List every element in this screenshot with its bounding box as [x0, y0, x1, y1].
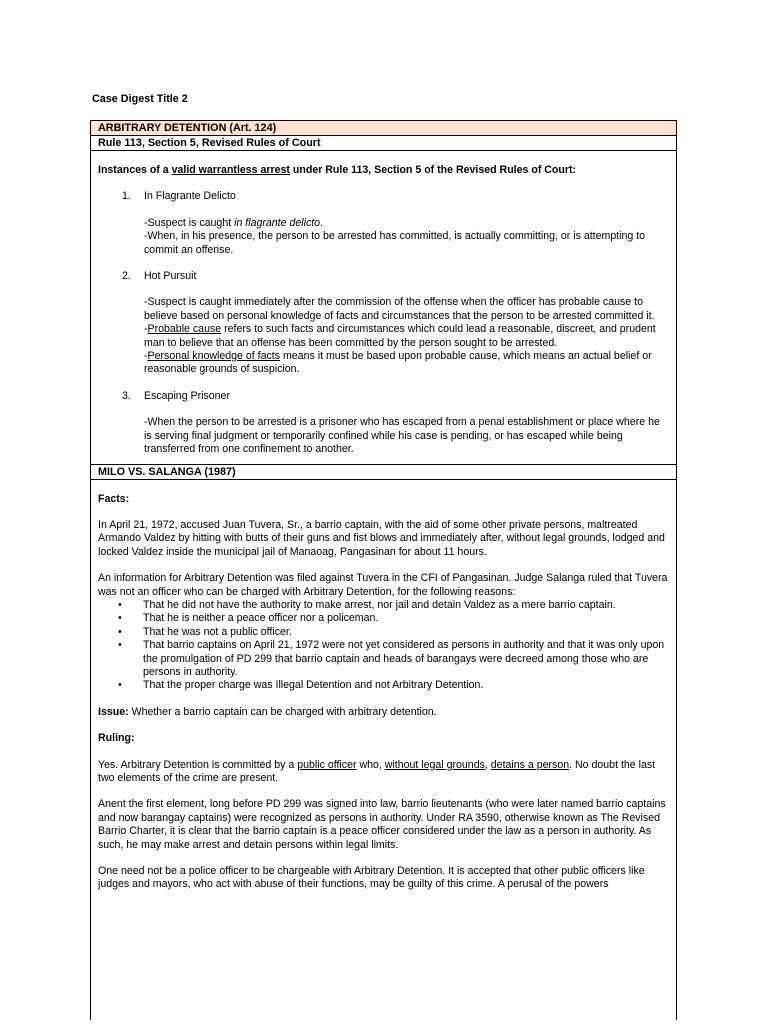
facts-paragraph: An information for Arbitrary Detention was filed against Tuvera in the CFI of Pangasinan. Judge Salanga ruled that Tuvera was not an officer who can be charged with Arbitrary Detention, for the following reasons:	[98, 572, 668, 598]
list-item: • That barrio captains on April 21, 1972 were not yet considered as persons in authority and that it was only upon the promulgation of PD 299 that barrio captain and heads of barangays were decreed among those who are persons in authority.	[118, 639, 665, 678]
list-item: • That the proper charge was Illegal Detention and not Arbitrary Detention.	[118, 679, 484, 692]
underlined-term: detains a person	[490, 758, 570, 771]
section-header-milo-vs-salanga: MILO VS. SALANGA (1987)	[91, 465, 676, 480]
item-paragraph: -Personal knowledge of facts means it must be based upon probable cause, which means an actual belief or reasonable grounds of suspicion.	[144, 350, 652, 376]
item-paragraph: -Probable cause refers to such facts and circumstances which could lead a reasonable, discreet, and prudent man to believe that an offense has been committed by the person sought to be arrested.	[144, 323, 656, 349]
case-digest-cell	[91, 493, 676, 892]
item-title: Escaping Prisoner	[144, 389, 230, 402]
item-number: 2.	[122, 270, 131, 283]
bullet-icon: •	[118, 598, 122, 611]
underlined-term: without legal grounds	[384, 758, 485, 771]
list-item-escaping-prisoner	[122, 390, 669, 457]
digest-table	[90, 120, 677, 1020]
intro-underlined-term: valid warrantless arrest	[171, 164, 290, 176]
item-paragraph: -When, in his presence, the person to be arrested has committed, is actually committing, or is attempting to commit an offense.	[144, 230, 646, 256]
underlined-term: Personal knowledge of facts	[147, 350, 281, 363]
section-header-arbitrary-detention: ARBITRARY DETENTION (Art. 124)	[91, 121, 676, 136]
bullet-icon: •	[118, 639, 122, 652]
section-subheader-rule-113: Rule 113, Section 5, Revised Rules of Court	[91, 136, 676, 151]
list-item-hot-pursuit	[122, 270, 669, 377]
bullet-icon: •	[118, 612, 122, 625]
ruling-paragraph: Yes. Arbitrary Detention is committed by a public officer who, without legal grounds, detains a person. No doubt the last two elements of the crime are present.	[98, 758, 656, 784]
item-paragraph: -Suspect is caught immediately after the commission of the offense when the officer has probable cause to believe based on personal knowledge of facts and circumstances that the person to be arrested committed it.	[144, 296, 655, 322]
underlined-term: Probable cause	[147, 323, 222, 336]
item-number: 3.	[122, 389, 131, 402]
ruling-paragraph: Anent the first element, long before PD 299 was signed into law, barrio lieutenants (who were later named barrio captains and now barangay captains) were recognized as persons in authority. Under RA 3590, otherwise known as The Revised Barrio Charter, it is clear that the barrio captain is a peace officer considered under the law as a person in authority. As such, he may make arrest and detain persons within legal limits.	[98, 798, 666, 851]
list-item: • That he is neither a peace officer nor a policeman.	[118, 612, 379, 625]
intro-text: Instances of a valid warrantless arrest under Rule 113, Section 5 of the Revised Rules of Court:	[98, 164, 577, 176]
item-title: Hot Pursuit	[144, 270, 197, 283]
list-item: • That he did not have the authority to make arrest, nor jail and detain Valdez as a mere barrio captain.	[118, 598, 616, 611]
issue-label: Issue:	[98, 705, 129, 718]
reasons-list	[98, 599, 669, 693]
list-item: • That he was not a public officer.	[118, 625, 292, 638]
facts-label: Facts:	[98, 492, 130, 505]
document-title: Case Digest Title 2	[92, 93, 188, 105]
bullet-icon: •	[118, 679, 122, 692]
underlined-term: public officer	[297, 758, 357, 771]
warrantless-arrest-cell	[91, 164, 676, 465]
issue-paragraph: Issue: Whether a barrio captain can be charged with arbitrary detention.	[98, 705, 437, 718]
ruling-label: Ruling:	[98, 732, 135, 745]
list-item-flagrante-delicto	[122, 190, 669, 257]
bullet-icon: •	[118, 625, 122, 638]
item-number: 1.	[122, 190, 131, 203]
ruling-paragraph: One need not be a police officer to be chargeable with Arbitrary Detention. It is accepted that other public officers like judges and mayors, who act with abuse of their functions, may be guilty of this crime. A perusal of the powers	[98, 865, 645, 891]
item-paragraph: -When the person to be arrested is a prisoner who has escaped from a penal establishment or place where he is serving final judgment or temporarily confined while his case is pending, or has escaped while being transferred from one confinement to another.	[144, 416, 660, 456]
item-paragraph: -Suspect is caught in flagrante delicto.	[144, 216, 324, 229]
item-title: In Flagrante Delicto	[144, 190, 236, 203]
facts-paragraph: In April 21, 1972, accused Juan Tuvera, Sr., a barrio captain, with the aid of some other private persons, maltreated Armando Valdez by hitting with butts of their guns and fist blows and immediately after, without legal grounds, lodged and locked Valdez inside the municipal jail of Manaoag, Pangasinan for about 11 hours.	[98, 518, 665, 558]
